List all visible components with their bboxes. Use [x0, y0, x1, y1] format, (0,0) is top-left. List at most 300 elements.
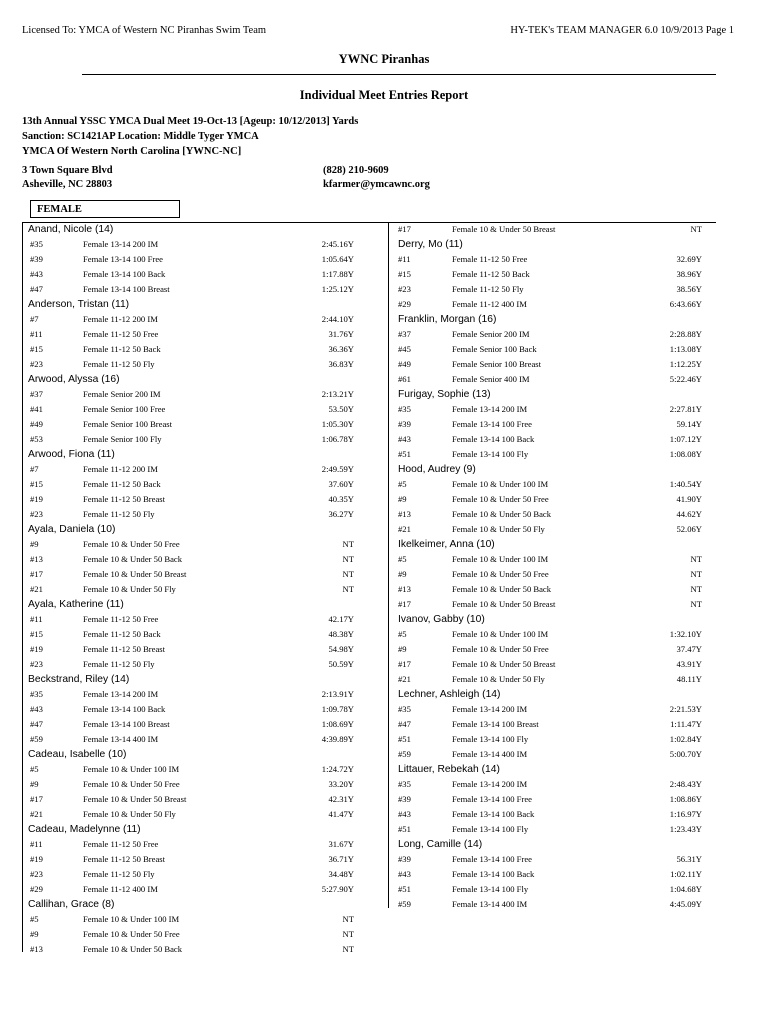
event-number: #9 [30, 539, 39, 549]
entry-row [392, 582, 716, 597]
event-name: Female 11-12 200 IM [83, 314, 158, 324]
seed-time: 33.20Y [328, 779, 354, 789]
entry-row [392, 522, 716, 537]
entry-row [22, 237, 383, 252]
entry-row [22, 687, 383, 702]
entry-row [392, 702, 716, 717]
event-number: #47 [30, 284, 43, 294]
entry-row [392, 447, 716, 462]
seed-time: 54.98Y [328, 644, 354, 654]
seed-time: 2:49.59Y [321, 464, 354, 474]
seed-time: 1:17.88Y [321, 269, 354, 279]
event-name: Female 11-12 50 Breast [83, 854, 166, 864]
event-name: Female 13-14 100 Back [83, 269, 166, 279]
entry-row [392, 492, 716, 507]
entry-row [392, 822, 716, 837]
seed-time: NT [690, 599, 702, 609]
event-name: Female 10 & Under 50 Fly [452, 524, 545, 534]
entry-row [392, 732, 716, 747]
swimmer-name: Anand, Nicole (14) [28, 224, 114, 235]
event-name: Female 10 & Under 50 Back [83, 554, 183, 564]
seed-time: 1:23.43Y [669, 824, 702, 834]
event-name: Female 11-12 50 Fly [83, 659, 155, 669]
event-name: Female 10 & Under 50 Breast [452, 224, 556, 234]
event-name: Female Senior 200 IM [452, 329, 530, 339]
seed-time: 1:02.84Y [669, 734, 702, 744]
entry-row [392, 627, 716, 642]
seed-time: 1:40.54Y [669, 479, 702, 489]
event-name: Female 10 & Under 50 Breast [452, 599, 556, 609]
swimmer-name: Ayala, Daniela (10) [28, 524, 116, 535]
event-number: #13 [30, 944, 43, 954]
entry-row [392, 282, 716, 297]
seed-time: 2:21.53Y [669, 704, 702, 714]
section-label: FEMALE [37, 204, 82, 215]
entry-row [392, 867, 716, 882]
seed-time: 1:32.10Y [669, 629, 702, 639]
event-number: #5 [398, 554, 407, 564]
seed-time: 43.91Y [676, 659, 702, 669]
swimmer-name: Arwood, Alyssa (16) [28, 374, 120, 385]
entry-row [22, 762, 383, 777]
entry-row [392, 852, 716, 867]
entry-row [22, 627, 383, 642]
entry-row [22, 462, 383, 477]
seed-time: 1:05.30Y [321, 419, 354, 429]
event-number: #51 [398, 734, 411, 744]
entry-row [22, 327, 383, 342]
team-title: YWNC Piranhas [338, 52, 430, 66]
entry-row [22, 267, 383, 282]
event-name: Female Senior 200 IM [83, 389, 161, 399]
event-number: #9 [398, 569, 407, 579]
event-number: #13 [398, 584, 411, 594]
swimmer-name: Derry, Mo (11) [398, 239, 463, 250]
event-number: #49 [398, 359, 411, 369]
entry-row [392, 372, 716, 387]
seed-time: 42.17Y [328, 614, 354, 624]
event-number: #47 [30, 719, 43, 729]
seed-time: 4:45.09Y [669, 899, 702, 909]
seed-time: 1:09.78Y [321, 704, 354, 714]
event-number: #9 [30, 929, 39, 939]
event-name: Female 13-14 200 IM [452, 704, 528, 714]
seed-time: 2:44.10Y [321, 314, 354, 324]
event-number: #17 [398, 224, 411, 234]
seed-time: 31.67Y [328, 839, 354, 849]
event-name: Female 10 & Under 50 Fly [83, 584, 176, 594]
entry-row [392, 567, 716, 582]
event-name: Female 11-12 50 Back [452, 269, 530, 279]
entry-row [392, 897, 716, 912]
entry-row [22, 777, 383, 792]
seed-time: 2:13.91Y [321, 689, 354, 699]
event-number: #45 [398, 344, 411, 354]
event-number: #17 [398, 599, 411, 609]
event-name: Female 13-14 100 Free [452, 794, 532, 804]
event-number: #23 [398, 284, 411, 294]
entry-row [22, 582, 383, 597]
swimmer-name: Franklin, Morgan (16) [398, 314, 497, 325]
seed-time: 37.60Y [328, 479, 354, 489]
entry-row [392, 327, 716, 342]
report-title: Individual Meet Entries Report [299, 88, 469, 102]
event-number: #17 [398, 659, 411, 669]
event-name: Female 10 & Under 100 IM [83, 764, 180, 774]
software-line: HY-TEK's TEAM MANAGER 6.0 10/9/2013 Page 1 [510, 25, 734, 36]
entry-row [22, 357, 383, 372]
swimmer-name: Ayala, Katherine (11) [28, 599, 124, 610]
team-email: kfarmer@ymcawnc.org [323, 179, 430, 190]
swimmer-name: Ikelkeimer, Anna (10) [398, 539, 495, 550]
event-name: Female Senior 100 Fly [83, 434, 162, 444]
entry-row [22, 642, 383, 657]
entry-row [22, 927, 383, 942]
entry-row [392, 597, 716, 612]
entry-row [22, 417, 383, 432]
entry-row [392, 267, 716, 282]
event-number: #17 [30, 569, 43, 579]
event-name: Female 10 & Under 50 Free [452, 644, 549, 654]
license-line: Licensed To: YMCA of Western NC Piranhas Swim Team [22, 25, 267, 36]
event-name: Female 13-14 100 Fly [452, 449, 529, 459]
event-name: Female 10 & Under 50 Free [83, 539, 180, 549]
seed-time: 1:16.97Y [669, 809, 702, 819]
event-name: Female 13-14 100 Fly [452, 734, 529, 744]
swimmer-name: Long, Camille (14) [398, 839, 483, 850]
event-number: #35 [398, 779, 411, 789]
event-number: #51 [398, 884, 411, 894]
entry-row [22, 492, 383, 507]
seed-time: 36.71Y [328, 854, 354, 864]
left-column [22, 222, 383, 957]
event-number: #39 [398, 794, 411, 804]
event-number: #5 [398, 479, 407, 489]
event-number: #59 [398, 749, 411, 759]
seed-time: NT [342, 944, 354, 954]
event-number: #5 [398, 629, 407, 639]
event-name: Female Senior 100 Back [452, 344, 537, 354]
event-number: #41 [30, 404, 43, 414]
event-name: Female 13-14 400 IM [452, 749, 528, 759]
swimmer-name: Furigay, Sophie (13) [398, 389, 491, 400]
seed-time: NT [342, 539, 354, 549]
meet-line-1: 13th Annual YSSC YMCA Dual Meet 19-Oct-13 [Ageup: 10/12/2013] Yards [22, 116, 359, 127]
event-number: #59 [30, 734, 43, 744]
event-name: Female 11-12 50 Fly [83, 359, 155, 369]
event-name: Female 11-12 50 Free [83, 839, 159, 849]
event-name: Female 13-14 100 Breast [83, 284, 170, 294]
entry-row [22, 282, 383, 297]
swimmer-name: Anderson, Tristan (11) [28, 299, 130, 310]
meet-line-2: Sanction: SC1421AP Location: Middle Tyger YMCA [22, 131, 259, 142]
entry-row [392, 342, 716, 357]
event-name: Female 13-14 100 Back [452, 809, 535, 819]
entry-row [392, 807, 716, 822]
event-name: Female 13-14 400 IM [83, 734, 159, 744]
event-number: #11 [398, 254, 411, 264]
entry-row [22, 702, 383, 717]
seed-time: 36.36Y [328, 344, 354, 354]
entry-row [22, 552, 383, 567]
event-name: Female 13-14 100 Free [83, 254, 163, 264]
event-number: #23 [30, 869, 43, 879]
event-name: Female 13-14 200 IM [452, 404, 528, 414]
seed-time: 38.96Y [676, 269, 702, 279]
event-name: Female 11-12 400 IM [452, 299, 527, 309]
seed-time: 41.90Y [676, 494, 702, 504]
entry-row [392, 357, 716, 372]
entry-row [392, 252, 716, 267]
event-number: #43 [398, 434, 411, 444]
event-name: Female 13-14 100 Breast [452, 719, 539, 729]
event-name: Female 13-14 100 Fly [452, 884, 529, 894]
entry-row [22, 537, 383, 552]
section-label-box [30, 200, 180, 218]
event-name: Female 11-12 50 Back [83, 479, 161, 489]
swimmer-name: Hood, Audrey (9) [398, 464, 476, 475]
title-divider [82, 74, 716, 75]
event-name: Female 13-14 200 IM [83, 239, 159, 249]
event-number: #35 [30, 689, 43, 699]
event-number: #51 [398, 824, 411, 834]
seed-time: 5:22.46Y [669, 374, 702, 384]
seed-time: 36.83Y [328, 359, 354, 369]
seed-time: 36.27Y [328, 509, 354, 519]
entry-row [22, 732, 383, 747]
event-number: #11 [30, 329, 43, 339]
seed-time: 37.47Y [676, 644, 702, 654]
seed-time: 44.62Y [676, 509, 702, 519]
event-name: Female 10 & Under 100 IM [452, 629, 549, 639]
event-number: #35 [398, 704, 411, 714]
entry-row [22, 852, 383, 867]
seed-time: NT [342, 569, 354, 579]
seed-time: 1:08.08Y [669, 449, 702, 459]
event-name: Female 13-14 100 Back [452, 869, 535, 879]
seed-time: NT [690, 584, 702, 594]
event-number: #37 [30, 389, 43, 399]
event-number: #23 [30, 509, 43, 519]
seed-time: 2:48.43Y [669, 779, 702, 789]
swimmer-name: Littauer, Rebekah (14) [398, 764, 500, 775]
entry-row [392, 477, 716, 492]
swimmer-name: Beckstrand, Riley (14) [28, 674, 130, 685]
seed-time: 41.47Y [328, 809, 354, 819]
entry-row [392, 882, 716, 897]
entry-row [392, 717, 716, 732]
event-number: #15 [30, 629, 43, 639]
entry-row [22, 312, 383, 327]
swimmer-name: Arwood, Fiona (11) [28, 449, 115, 460]
event-number: #9 [30, 779, 39, 789]
seed-time: 2:45.16Y [321, 239, 354, 249]
entry-row [392, 402, 716, 417]
event-name: Female 10 & Under 50 Fly [83, 809, 176, 819]
entry-row [392, 657, 716, 672]
event-number: #7 [30, 314, 39, 324]
event-number: #39 [398, 419, 411, 429]
event-number: #7 [30, 464, 39, 474]
event-name: Female 10 & Under 50 Back [452, 584, 552, 594]
entry-row [22, 612, 383, 627]
event-name: Female 10 & Under 100 IM [452, 554, 549, 564]
seed-time: 5:00.70Y [669, 749, 702, 759]
entry-row [392, 672, 716, 687]
seed-time: 48.11Y [676, 674, 702, 684]
event-number: #35 [398, 404, 411, 414]
team-phone: (828) 210-9609 [323, 165, 389, 176]
event-number: #39 [30, 254, 43, 264]
seed-time: 31.76Y [328, 329, 354, 339]
swimmer-name: Callihan, Grace (8) [28, 899, 115, 910]
entry-row [392, 507, 716, 522]
column-separator [388, 222, 389, 908]
entry-row [22, 942, 383, 957]
event-number: #17 [30, 794, 43, 804]
event-name: Female 13-14 200 IM [83, 689, 159, 699]
event-name: Female 13-14 100 Back [83, 704, 166, 714]
seed-time: 42.31Y [328, 794, 354, 804]
event-name: Female 10 & Under 50 Back [83, 944, 183, 954]
event-number: #43 [30, 704, 43, 714]
seed-time: NT [342, 554, 354, 564]
event-name: Female 10 & Under 50 Breast [83, 569, 187, 579]
event-number: #15 [30, 344, 43, 354]
event-name: Female 11-12 50 Free [83, 329, 159, 339]
entry-row [392, 642, 716, 657]
event-name: Female 10 & Under 50 Free [452, 494, 549, 504]
seed-time: 40.35Y [328, 494, 354, 504]
event-number: #29 [30, 884, 43, 894]
team-address-2: Asheville, NC 28803 [22, 179, 113, 190]
event-name: Female 13-14 100 Fly [452, 824, 529, 834]
event-name: Female 10 & Under 50 Breast [452, 659, 556, 669]
event-number: #21 [30, 809, 43, 819]
meet-line-3: YMCA Of Western North Carolina [YWNC-NC] [22, 146, 242, 157]
event-number: #43 [398, 809, 411, 819]
seed-time: NT [690, 224, 702, 234]
seed-time: 2:28.88Y [669, 329, 702, 339]
event-number: #19 [30, 644, 43, 654]
event-number: #59 [398, 899, 411, 909]
event-number: #61 [398, 374, 411, 384]
seed-time: 6:43.66Y [669, 299, 702, 309]
event-name: Female 13-14 200 IM [452, 779, 528, 789]
entry-row [22, 342, 383, 357]
event-name: Female 13-14 100 Free [452, 854, 532, 864]
event-number: #51 [398, 449, 411, 459]
event-number: #9 [398, 644, 407, 654]
entry-row [392, 777, 716, 792]
event-number: #15 [398, 269, 411, 279]
event-name: Female 10 & Under 50 Breast [83, 794, 187, 804]
entry-row [22, 792, 383, 807]
seed-time: 4:39.89Y [321, 734, 354, 744]
seed-time: 59.14Y [676, 419, 702, 429]
event-number: #39 [398, 854, 411, 864]
event-name: Female 11-12 400 IM [83, 884, 158, 894]
event-number: #5 [30, 764, 39, 774]
event-number: #19 [30, 494, 43, 504]
seed-time: 48.38Y [328, 629, 354, 639]
entry-row [22, 402, 383, 417]
seed-time: 1:07.12Y [669, 434, 702, 444]
event-number: #43 [398, 869, 411, 879]
entry-row [392, 432, 716, 447]
seed-time: 52.06Y [676, 524, 702, 534]
event-name: Female 11-12 50 Breast [83, 644, 166, 654]
seed-time: 5:27.90Y [321, 884, 354, 894]
entry-row [392, 297, 716, 312]
seed-time: 2:13.21Y [321, 389, 354, 399]
swimmer-name: Cadeau, Madelynne (11) [28, 824, 141, 835]
event-name: Female 11-12 50 Fly [452, 284, 524, 294]
entry-row [22, 252, 383, 267]
event-name: Female 10 & Under 100 IM [452, 479, 549, 489]
seed-time: NT [342, 929, 354, 939]
event-name: Female 10 & Under 100 IM [83, 914, 180, 924]
seed-time: NT [342, 584, 354, 594]
event-number: #9 [398, 494, 407, 504]
seed-time: 32.69Y [676, 254, 702, 264]
entry-row [22, 717, 383, 732]
event-number: #47 [398, 719, 411, 729]
event-name: Female 13-14 100 Breast [83, 719, 170, 729]
event-name: Female 10 & Under 50 Free [83, 779, 180, 789]
event-number: #43 [30, 269, 43, 279]
event-name: Female 13-14 100 Free [452, 419, 532, 429]
entry-row [392, 792, 716, 807]
seed-time: 50.59Y [328, 659, 354, 669]
seed-time: 34.48Y [328, 869, 354, 879]
entry-row [22, 507, 383, 522]
entry-row [22, 432, 383, 447]
entry-row [392, 417, 716, 432]
event-name: Female 11-12 50 Free [83, 614, 159, 624]
entry-row [22, 882, 383, 897]
seed-time: 1:11.47Y [670, 719, 702, 729]
event-number: #29 [398, 299, 411, 309]
entry-row [392, 552, 716, 567]
event-name: Female 11-12 50 Breast [83, 494, 166, 504]
event-number: #5 [30, 914, 39, 924]
event-name: Female 10 & Under 50 Back [452, 509, 552, 519]
event-name: Female 10 & Under 50 Free [83, 929, 180, 939]
event-number: #37 [398, 329, 411, 339]
seed-time: 1:24.72Y [321, 764, 354, 774]
event-number: #11 [30, 839, 43, 849]
event-number: #21 [30, 584, 43, 594]
seed-time: 56.31Y [676, 854, 702, 864]
entry-row [22, 807, 383, 822]
swimmer-name: Lechner, Ashleigh (14) [398, 689, 501, 700]
seed-time: 1:13.08Y [669, 344, 702, 354]
seed-time: 1:12.25Y [669, 359, 702, 369]
team-address-1: 3 Town Square Blvd [22, 165, 113, 176]
seed-time: NT [690, 569, 702, 579]
event-number: #21 [398, 674, 411, 684]
event-number: #15 [30, 479, 43, 489]
event-name: Female 11-12 50 Back [83, 629, 161, 639]
event-number: #21 [398, 524, 411, 534]
entry-row [22, 387, 383, 402]
seed-time: 1:08.69Y [321, 719, 354, 729]
entry-row [22, 567, 383, 582]
swimmer-name: Cadeau, Isabelle (10) [28, 749, 127, 760]
event-name: Female 11-12 50 Back [83, 344, 161, 354]
seed-time: NT [342, 914, 354, 924]
